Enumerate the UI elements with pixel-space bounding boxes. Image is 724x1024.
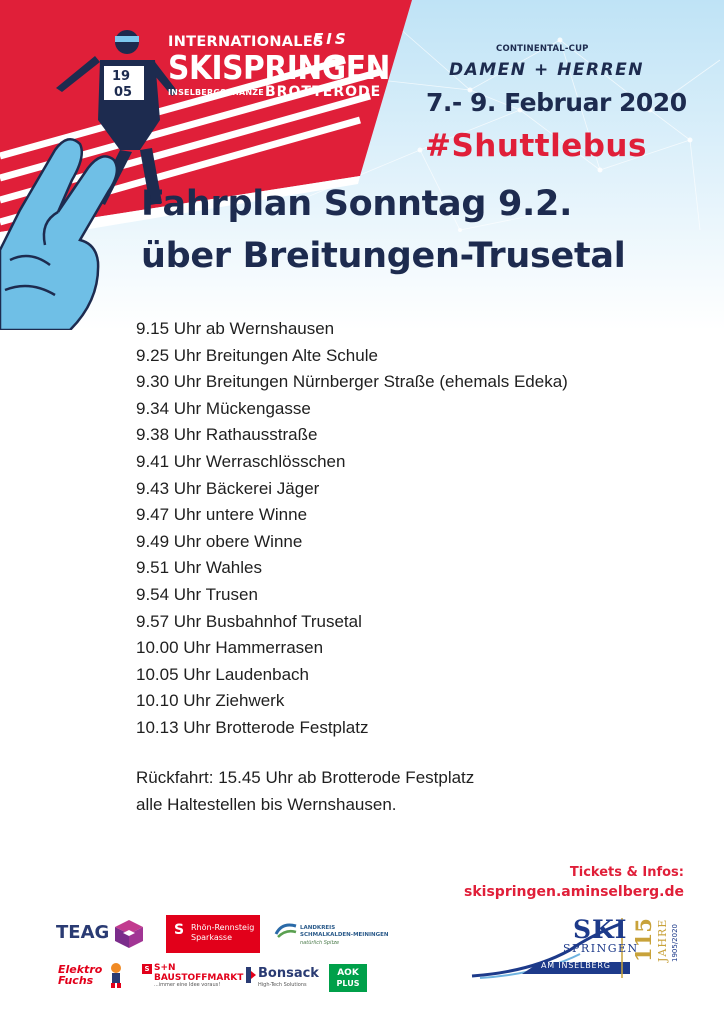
anniversary-ski: SKI: [573, 915, 628, 944]
aok-plus-logo: AOK PLUS: [329, 964, 367, 992]
page-title-line-2: über Breitungen-Trusetal: [141, 236, 626, 276]
schedule-item: 9.47 Uhr untere Winne: [136, 505, 308, 525]
anniversary-number: 115: [631, 918, 656, 962]
tickets-url-link[interactable]: skispringen.aminselberg.de: [464, 884, 684, 900]
landkreis-logo: LANDKREIS SCHMALKALDEN-MEININGEN: [300, 925, 389, 938]
schedule-item: 9.34 Uhr Mückengasse: [136, 398, 311, 418]
sparkasse-name: Rhön-Rennsteig Sparkasse: [191, 923, 255, 942]
teag-logo: TEAG: [56, 922, 110, 943]
sparkasse-logo: [166, 915, 260, 953]
schedule-item: 9.15 Uhr ab Wernshausen: [136, 319, 335, 338]
bonsack-b-icon: [245, 966, 257, 984]
schedule-item: 9.54 Uhr Trusen: [136, 584, 258, 604]
sn-badge-icon: S: [142, 964, 152, 974]
logo-line-inselbergschanze: INSELBERGSCHANZE: [168, 88, 264, 97]
schedule-item: 9.25 Uhr Breitungen Alte Schule: [136, 345, 378, 365]
schedule-item: 10.10 Uhr Ziehwerk: [136, 691, 285, 711]
bonsack-logo: Bonsack: [258, 966, 319, 981]
logo-line-skispringen: SKISPRINGEN: [168, 48, 390, 87]
tickets-label: Tickets & Infos:: [569, 865, 684, 880]
anniversary-am-inselberg: AM INSELBERG: [541, 961, 611, 970]
schedule-item: 10.00 Uhr Hammerrasen: [136, 638, 324, 658]
bus-schedule-list: [136, 316, 568, 742]
event-date: 7.- 9. Februar 2020: [426, 88, 687, 117]
fis-logo: FIS: [313, 30, 349, 48]
sparkasse-s-icon: S: [174, 922, 185, 938]
event-title: DAMEN + HERREN: [449, 60, 644, 80]
page-title-line-1: Fahrplan Sonntag 9.2.: [141, 184, 573, 224]
poster: 19 05 INTERNATIONALES FIS SKISPRINGEN INSELBERGSCHANZE BROTTERODE CONTINENTAL-CUP DAMEN + HERREN 7.- 9. Februar 2020 #Shuttlebus Fahrplan Sonntag 9.2. über Breitungen-Trusetal 9.15 Uhr ab Wernshausen 9.25 Uhr Breitungen Alte Schule 9.30 Uhr Breitungen Nürnberger Straße (ehemals Edeka) 9.34 Uhr Mückengasse 9.38 Uhr Rathausstraße 9.41 Uhr Werraschlösschen 9.43 Uhr Bäckerei Jäger 9.47 Uhr untere Winne 9.49 Uhr obere Winne 9.51 Uhr Wahles 9.54 Uhr Trusen 9.57 Uhr Busbahnhof Trusetal 10.00 Uhr Hammerrasen 10.05 Uhr Laudenbach 10.10 Uhr Ziehwerk 10.13 Uhr Brotterode Festplatz Rückfahrt: 15.45 Uhr ab Brotterode Festplatz alle Haltestellen bis Wernshausen. Tickets & Infos: skispringen.aminselberg.de TEAG S Rhön-Rennsteig Sparkasse LANDKREIS SCHMALKALDEN-MEININGEN natürlich Spitze Elektro Fuchs S S+N BAUSTOFFMARKT ...immer eine Idee voraus! Bonsack High-Tech Solutions AOK PLUS SKI SPRINGEN AM INSELBERG 115 JAHRE 1905/2020: [0, 0, 724, 1024]
bib-number-top: 19: [112, 69, 131, 84]
logo-line-internationales: INTERNATIONALES: [168, 34, 324, 50]
schedule-item: 9.57 Uhr Busbahnhof Trusetal: [136, 611, 362, 631]
schedule-item: 9.51 Uhr Wahles: [136, 558, 262, 578]
schedule-item: 9.38 Uhr Rathausstraße: [136, 425, 318, 445]
hashtag: #Shuttlebus: [425, 128, 647, 164]
teag-cube-icon: [113, 918, 145, 950]
bib-number-bottom: 05: [114, 85, 133, 100]
return-trip-info: [136, 765, 474, 818]
return-trip-line-1: Rückfahrt: 15.45 Uhr ab Brotterode Festplatz: [136, 768, 475, 787]
schedule-item: 9.49 Uhr obere Winne: [136, 531, 303, 551]
schedule-item: 9.30 Uhr Breitungen Nürnberger Straße (ehemals Edeka): [136, 372, 568, 392]
landkreis-slogan: natürlich Spitze: [300, 940, 340, 946]
bonsack-slogan: High-Tech Solutions: [258, 982, 307, 988]
anniversary-years: 1905/2020: [671, 924, 679, 962]
schedule-item: 9.43 Uhr Bäckerei Jäger: [136, 478, 320, 498]
anniversary-jahre: JAHRE: [656, 918, 669, 962]
landkreis-wave-icon: [274, 920, 298, 940]
fox-mascot-icon: [107, 962, 125, 988]
anniversary-springen: SPRINGEN: [563, 942, 639, 955]
schedule-item: 9.41 Uhr Werraschlösschen: [136, 451, 346, 471]
elektro-fuchs-logo: Elektro Fuchs: [58, 963, 103, 987]
logo-line-brotterode: BROTTERODE: [265, 84, 382, 100]
event-label: CONTINENTAL-CUP: [496, 44, 589, 54]
return-trip-line-2: alle Haltestellen bis Wernshausen.: [136, 794, 397, 814]
schedule-item: 10.13 Uhr Brotterode Festplatz: [136, 717, 369, 737]
schedule-item: 10.05 Uhr Laudenbach: [136, 664, 309, 684]
